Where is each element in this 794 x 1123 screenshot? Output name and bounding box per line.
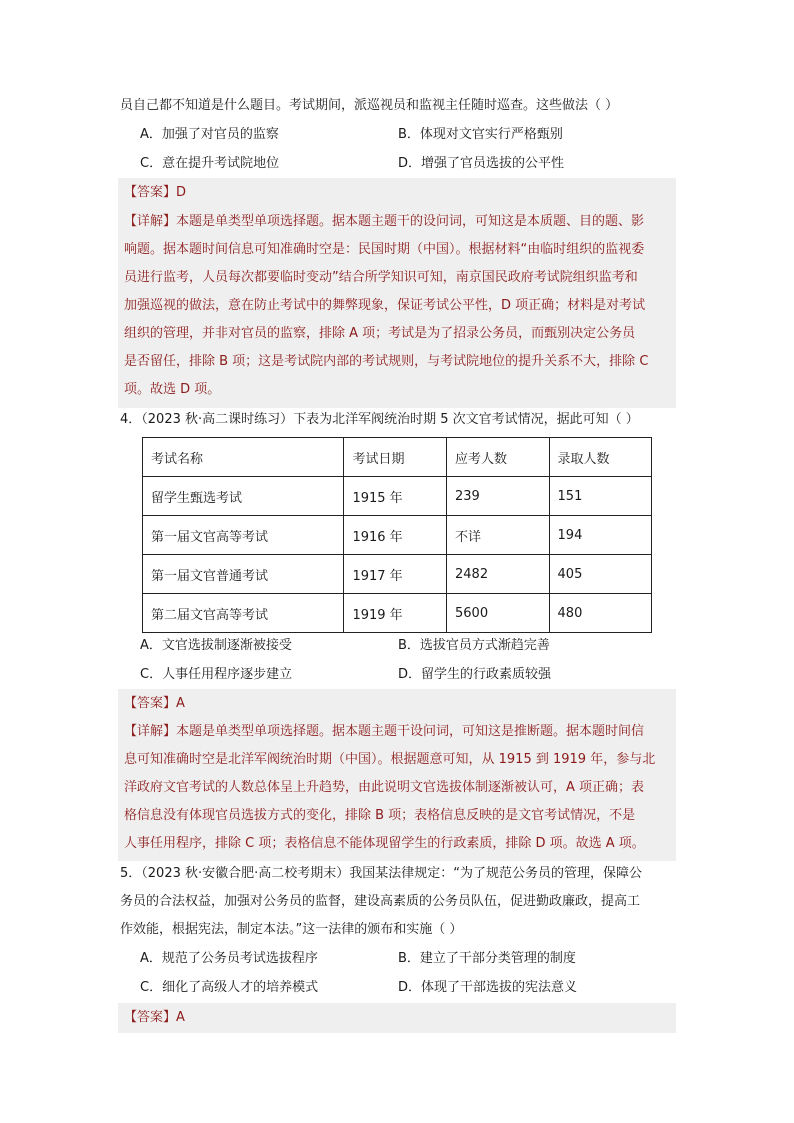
q3-detail-line: 是否留任，排除 B 项；这是考试院内部的考试规则，与考试院地位的提升关系不大，排除 C (124, 354, 649, 369)
table-header-cell: 录取人数 (549, 438, 651, 477)
q3-option-c: C．意在提升考试院地位 (140, 156, 280, 171)
table-cell: 151 (549, 477, 651, 516)
table-cell: 第一届文官普通考试 (143, 555, 344, 594)
q5-option-d: D．体现了干部选拔的宪法意义 (398, 980, 578, 995)
table-cell: 2482 (447, 555, 550, 594)
q5-option-a: A．规范了公务员考试选拔程序 (140, 951, 318, 966)
table-cell: 第二届文官高等考试 (143, 594, 344, 633)
q3-option-b: B．体现对文官实行严格甄别 (398, 127, 563, 142)
table-row (143, 555, 652, 594)
q4-detail-line: 人事任用程序，排除 C 项；表格信息不能体现留学生的行政素质，排除 D 项。故选 A 项。 (124, 836, 645, 851)
q5-option-c: C．细化了高级人才的培养模式 (140, 980, 319, 995)
q4-detail-line: 格信息没有体现官员选拔方式的变化，排除 B 项；表格信息反映的是文官考试情况，不是 (124, 808, 636, 823)
q3-option-a: A．加强了对官员的监察 (140, 127, 279, 142)
q3-detail-line: 项。故选 D 项。 (124, 382, 221, 397)
table-cell: 239 (447, 477, 550, 516)
q3-stem: 员自己都不知道是什么题目。考试期间，派巡视员和监视主任随时巡查。这些做法（ ） (120, 98, 619, 113)
table-cell: 194 (549, 516, 651, 555)
table-header-row (143, 438, 652, 477)
q4-detail-line: 息可知准确时空是北洋军阀统治时期（中国）。根据题意可知，从 1915 到 1919 年，参与北 (124, 752, 656, 767)
table-cell: 1916 年 (344, 516, 447, 555)
q5-option-b: B．建立了干部分类管理的制度 (398, 951, 576, 966)
q4-detail-line: 【详解】本题是单类型单项选择题。据本题主题干设问词，可知这是推断题。据本题时间信 (124, 724, 645, 739)
table-cell: 第一届文官高等考试 (143, 516, 344, 555)
table-cell: 1915 年 (344, 477, 447, 516)
q4-option-d: D．留学生的行政素质较强 (398, 667, 552, 682)
q4-answer: 【答案】A (124, 696, 185, 711)
q3-detail-line: 响题。据本题时间信息可知准确时空是：民国时期（中国）。根据材料“由临时组织的监视委 (124, 242, 645, 257)
q4-option-b: B．选拔官员方式渐趋完善 (398, 638, 550, 653)
table-cell: 5600 (447, 594, 550, 633)
table-cell: 480 (549, 594, 651, 633)
table-cell: 留学生甄选考试 (143, 477, 344, 516)
q5-stem-line: 务员的合法权益，加强对公务员的监督，建设高素质的公务员队伍，促进勤政廉政，提高工 (120, 894, 641, 909)
q5-answer-block (118, 1003, 676, 1033)
q3-option-d: D．增强了官员选拔的公平性 (398, 156, 565, 171)
q5-stem-line: 5．（2023 秋·安徽合肥·高二校考期末）我国某法律规定：“为了规范公务员的管理，保障公 (120, 866, 642, 881)
table-row (143, 594, 652, 633)
table-cell: 1917 年 (344, 555, 447, 594)
q4-option-c: C．人事任用程序逐步建立 (140, 667, 293, 682)
q3-detail-line: 【详解】本题是单类型单项选择题。据本题主题干的设问词，可知这是本质题、目的题、影 (124, 214, 645, 229)
q5-answer: 【答案】A (124, 1010, 185, 1025)
q4-detail-line: 洋政府文官考试的人数总体呈上升趋势，由此说明文官选拔体制逐渐被认可，A 项正确；表 (124, 780, 645, 795)
q3-detail-line: 组织的管理，并非对官员的监察，排除 A 项；考试是为了招录公务员，而甄别决定公务员 (124, 326, 636, 341)
q4-option-a: A．文官选拔制逐渐被接受 (140, 638, 292, 653)
table-header-cell: 考试名称 (143, 438, 344, 477)
table-row (143, 477, 652, 516)
q3-detail-line: 加强巡视的做法，意在防止考试中的舞弊现象，保证考试公平性，D 项正确；材料是对考试 (124, 298, 646, 313)
q3-answer: 【答案】D (124, 185, 187, 200)
q5-stem-line: 作效能，根据宪法，制定本法。”这一法律的颁布和实施（ ） (120, 922, 463, 937)
q3-detail-line: 员进行监考，人员每次都要临时变动”结合所学知识可知，南京国民政府考试院组织监考和 (124, 270, 638, 285)
table-cell: 1919 年 (344, 594, 447, 633)
q3-answer-block (118, 178, 676, 408)
table-header-cell: 考试日期 (344, 438, 447, 477)
q4-stem: 4．（2023 秋·高二课时练习）下表为北洋军阀统治时期 5 次文官考试情况，据此可知（ ） (120, 412, 639, 427)
table-cell: 405 (549, 555, 651, 594)
table-row (143, 516, 652, 555)
table-header-cell: 应考人数 (447, 438, 550, 477)
q4-answer-block (118, 689, 676, 861)
table-cell: 不详 (447, 516, 550, 555)
exam-table (142, 437, 652, 633)
